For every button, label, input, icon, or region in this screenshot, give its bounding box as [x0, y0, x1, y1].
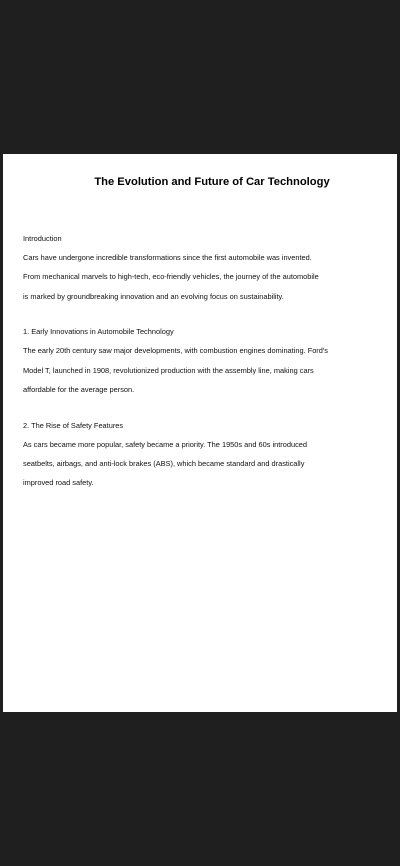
paragraph-line: affordable for the average person.: [23, 384, 135, 394]
paragraph-line: Model T, launched in 1908, revolutionized production with the assembly line, making cars: [23, 365, 314, 375]
document-body: [23, 234, 363, 497]
section-gap: [23, 311, 363, 328]
section-heading-early-innovations: 1. Early Innovations in Automobile Technology: [23, 327, 174, 337]
paragraph-line: The early 20th century saw major developments, with combustion engines dominating. Ford's: [23, 346, 328, 356]
paragraph-line: From mechanical marvels to high-tech, eco-friendly vehicles, the journey of the automobile: [23, 272, 319, 282]
paragraph-line: improved road safety.: [23, 478, 94, 488]
paragraph-line: is marked by groundbreaking innovation and an evolving focus on sustainability.: [23, 291, 284, 301]
document-title: The Evolution and Future of Car Technology: [94, 176, 330, 188]
section-heading-safety-features: 2. The Rise of Safety Features: [23, 420, 124, 430]
document-page[interactable]: [3, 154, 397, 712]
paragraph-line: Cars have undergone incredible transformations since the first automobile was invented.: [23, 253, 312, 263]
section-gap: [23, 404, 363, 421]
section-heading-introduction: Introduction: [23, 234, 62, 243]
paragraph-line: As cars became more popular, safety became a priority. The 1950s and 60s introduced: [23, 439, 308, 449]
paragraph-line: seatbelts, airbags, and anti-lock brakes (ABS), which became standard and drastically: [23, 458, 305, 468]
